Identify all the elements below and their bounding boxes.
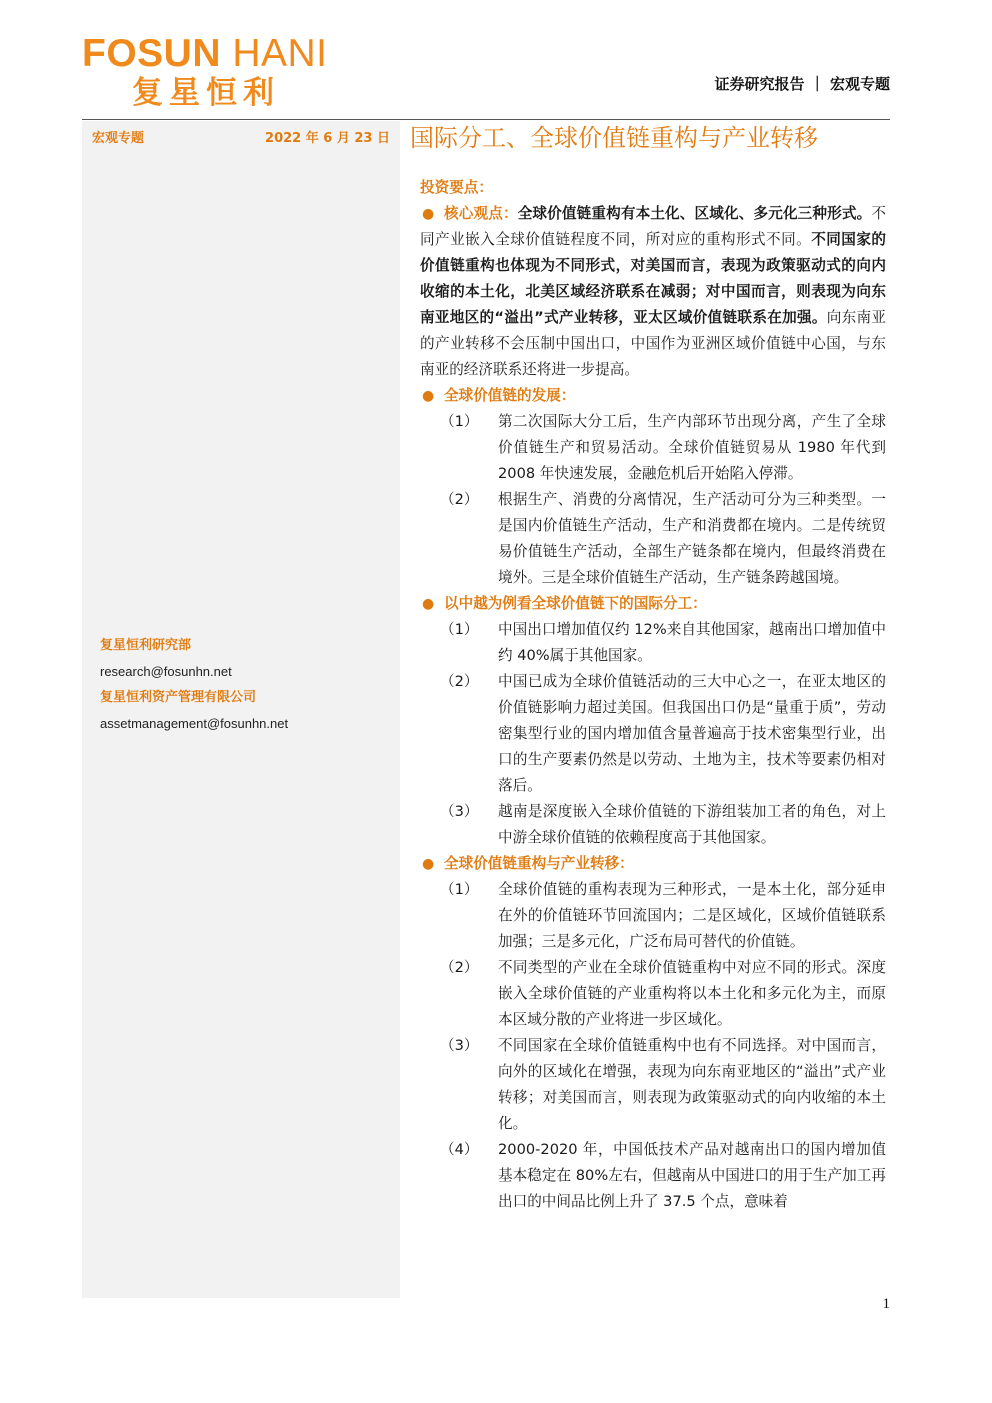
core-view-bold-1: 全球价值链重构有本土化、区域化、多元化三种形式。 [517,205,872,222]
report-date: 2022 年 6 月 23 日 [265,131,390,146]
list-item [420,955,886,1033]
list-item [420,669,886,799]
investment-highlights-heading: 投资要点： [420,179,493,196]
contact-email-link[interactable]: assetmanagement@fosunhn.net [100,716,289,731]
bullet-icon: ● [422,596,435,612]
item-number: （3） [440,1037,479,1054]
item-text: 越南是深度嵌入全球价值链的下游组装加工者的角色，对上中游全球价值链的依赖程度高于其他国家。 [498,803,886,846]
item-number: （4） [440,1141,479,1158]
report-topic: 宏观专题 [92,131,145,146]
logo-en-thin: HANI [232,32,328,75]
item-number: （3） [440,803,479,820]
item-text: 第二次国际大分工后，生产内部环节出现分离，产生了全球价值链生产和贸易活动。全球价值链贸易从 1980 年代到 2008 年快速发展，金融危机后开始陷入停滞。 [498,413,886,482]
brand-logo-en [82,34,328,73]
list-item [420,799,886,851]
brand-logo-cn: 复星恒利 [132,75,280,111]
item-number: （1） [440,621,479,638]
list-item [420,1033,886,1137]
item-text: 不同类型的产业在全球价值链重构中对应不同的形式。深度嵌入全球价值链的产业重构将以本土化和多元化为主，而原本区域分散的产业将进一步区域化。 [498,959,886,1028]
list-item [420,409,886,487]
item-number: （2） [440,959,479,976]
contact-org: 复星恒利研究部 [100,638,192,653]
core-view-paragraph [420,201,886,383]
core-view-label: 核心观点： [444,205,518,222]
contact-org: 复星恒利资产管理有限公司 [100,690,257,705]
contact-block [100,633,288,737]
item-text: 2000-2020 年，中国低技术产品对越南出口的国内增加值基本稳定在 80%左右，但越南从中国进口的用于生产加工再出口的中间品比例上升了 37.5 个点，意味着 [498,1141,886,1210]
section-heading: ● 全球价值链重构与产业转移： [420,851,886,877]
section-heading: ● 全球价值链的发展： [420,383,886,409]
report-type: 证券研究报告 ｜ 宏观专题 [714,75,890,93]
bullet-icon: ● [422,856,435,872]
item-text: 不同国家在全球价值链重构中也有不同选择。对中国而言，向外的区域化在增强，表现为向东南亚地区的“溢出”式产业转移；对美国而言，则表现为政策驱动式的向内收缩的本土化。 [498,1037,886,1132]
list-item [420,487,886,591]
section-heading: ● 以中越为例看全球价值链下的国际分工： [420,591,886,617]
item-text: 根据生产、消费的分离情况，生产活动可分为三种类型。一是国内价值链生产活动，生产和消费都在境内。二是传统贸易价值链生产活动，全部生产链条都在境内，但最终消费在境外。三是全球价值链生产活动，生产链条跨越国境。 [498,491,886,586]
core-view-text-2: 向东南亚的产业转移不会压制中国出口，中国作为亚洲区域价值链中心国，与东南亚的经济联系还将进一步提高。 [420,309,886,378]
item-number: （2） [440,673,479,690]
core-view-bold-2: 不同国家的价值链重构也体现为不同形式，对美国而言，表现为政策驱动式的向内收缩的本土化，北美区域经济联系在减弱；对中国而言，则表现为向东南亚地区的“溢出”式产业转移，亚太区域价值链联系在加强。 [420,231,886,326]
page-number: 1 [882,1296,890,1312]
logo-en-bold: FOSUN [82,32,221,75]
item-text: 中国出口增加值仅约 12%来自其他国家，越南出口增加值中约 40%属于其他国家。 [498,621,886,664]
main-content [420,175,886,1215]
item-number: （1） [440,881,479,898]
list-item [420,617,886,669]
contact-email-link[interactable]: research@fosunhn.net [100,664,232,679]
header-divider [82,119,890,120]
core-view-text-1: 不同产业嵌入全球价值链程度不同，所对应的重构形式不同。 [420,205,886,248]
item-number: （2） [440,491,479,508]
item-text: 全球价值链的重构表现为三种形式，一是本土化，部分延申在外的价值链环节回流国内；二是区域化，区域价值链联系加强；三是多元化，广泛布局可替代的价值链。 [498,881,886,950]
item-text: 中国已成为全球价值链活动的三大中心之一，在亚太地区的价值链影响力超过美国。但我国出口仍是“量重于质”，劳动密集型行业的国内增加值含量普遍高于技术密集型行业，出口的生产要素仍然是以劳动、土地为主，技术等要素仍相对落后。 [498,673,886,794]
list-item [420,877,886,955]
page-title: 国际分工、全球价值链重构与产业转移 [410,124,818,152]
bullet-icon: ● [422,206,435,222]
list-item [420,1137,886,1215]
bullet-icon: ● [422,388,435,404]
sidebar [82,121,400,1298]
item-number: （1） [440,413,479,430]
